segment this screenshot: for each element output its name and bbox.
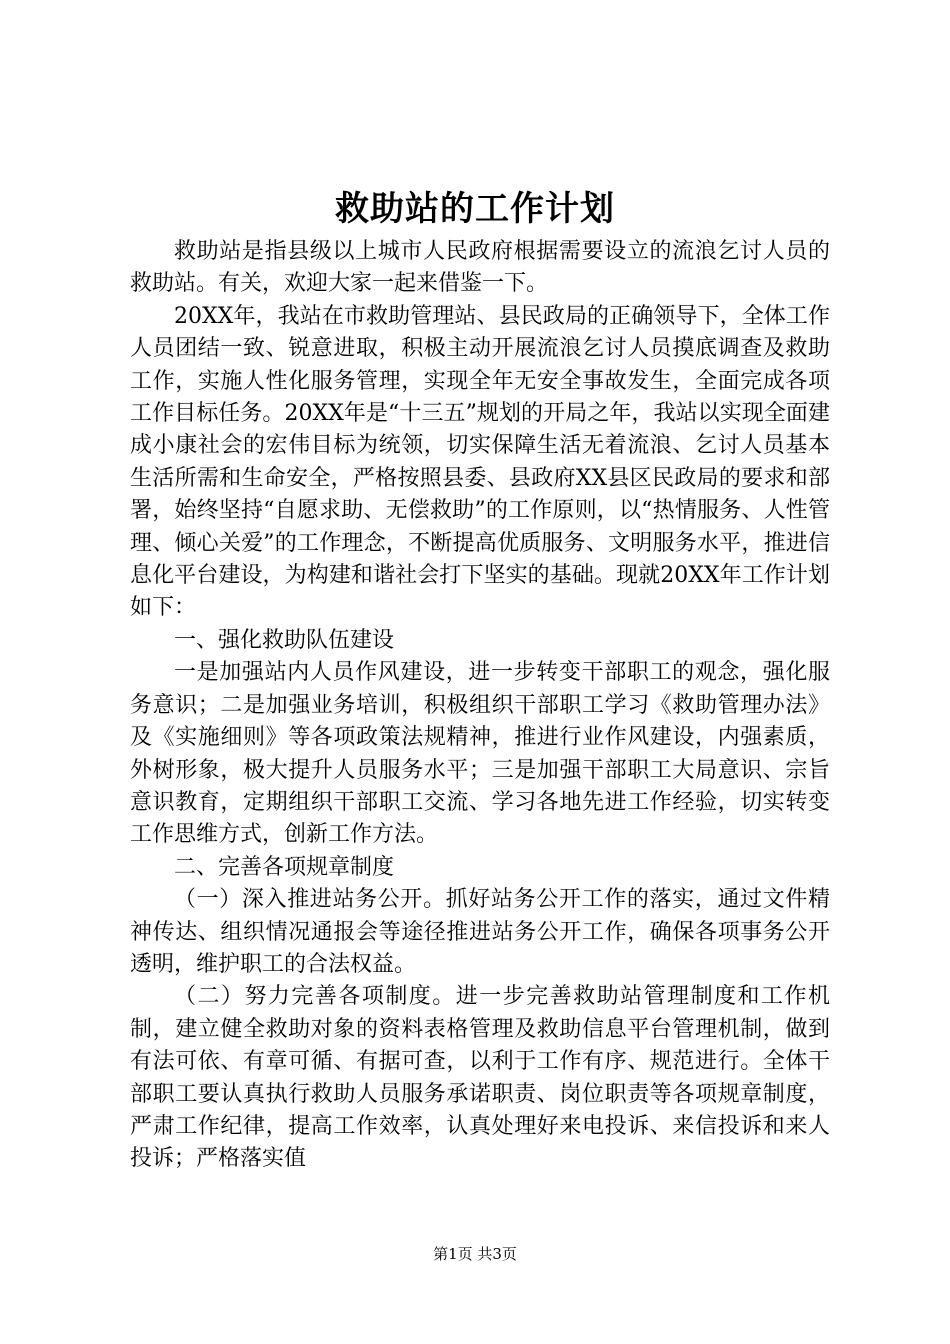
document-title: 救助站的工作计划 <box>335 189 615 229</box>
section-heading-2: 二、完善各项规章制度 <box>174 854 395 880</box>
document-body <box>130 236 830 1176</box>
paragraph-subsection-2: （二）努力完善各项制度。进一步完善救助站管理制度和工作机制，建立健全救助对象的资料表格管理及救助信息平台管理机制，做到有法可依、有章可循、有据可查，以利于工作有序、规范进行。全体干部职工要认真执行救助人员服务承诺职责、岗位职责等各项规章制度，严肃工作纪律，提高工作效率，认真处理好来电投诉、来信投诉和来人投诉；严格落实值 <box>130 984 830 1172</box>
paragraph-intro: 救助站是指县级以上城市人民政府根据需要设立的流浪乞讨人员的救助站。有关，欢迎大家一起来借鉴一下。 <box>130 239 830 297</box>
paragraph-subsection-1: （一）深入推进站务公开。抓好站务公开工作的落实，通过文件精神传达、组织情况通报会等途径推进站务公开工作，确保各项事务公开透明，维护职工的合法权益。 <box>130 887 830 977</box>
page-footer: 第1页 共3页 <box>433 1245 517 1263</box>
paragraph-overview: 20XX年，我站在市救助管理站、县民政局的正确领导下，全体工作人员团结一致、锐意进取，积极主动开展流浪乞讨人员摸底调查及救助工作，实施人性化服务管理，实现全年无安全事故发生，全面完成各项工作目标任务。20XX年是“十三五”规划的开局之年，我站以实现全面建成小康社会的宏伟目标为统领，切实保障生活无着流浪、乞讨人员基本生活所需和生命安全，严格按照县委、县政府XX县区民政局的要求和部署，始终坚持“自愿求助、无偿救助”的工作原则，以“热情服务、人性管理、倾心关爱”的工作理念，不断提高优质服务、文明服务水平，推进信息化平台建设，为构建和谐社会打下坚实的基础。现就20XX年工作计划如下： <box>130 303 830 621</box>
section-heading-1: 一、强化救助队伍建设 <box>174 627 395 653</box>
paragraph-section-1: 一是加强站内人员作风建设，进一步转变干部职工的观念，强化服务意识；二是加强业务培训，积极组织干部职工学习《救助管理办法》及《实施细则》等各项政策法规精神，推进行业作风建设，内强素质，外树形象，极大提升人员服务水平；三是加强干部职工大局意识、宗旨意识教育，定期组织干部职工交流、学习各地先进工作经验，切实转变工作思维方式，创新工作方法。 <box>130 660 830 848</box>
